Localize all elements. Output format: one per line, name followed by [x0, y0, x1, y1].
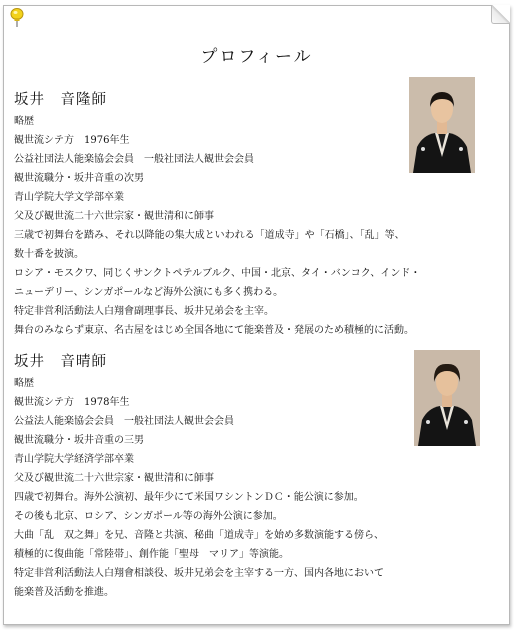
portrait-photo [414, 350, 480, 446]
profile-line: 観世流シテ方 1976年生 [14, 135, 130, 146]
profile-line: ニューデリー、シンガポールなど海外公演にも多く携わる。 [14, 287, 284, 298]
profile-line: 舞台のみならず東京、名古屋をはじめ全国各地にて能楽普及・発展のため積極的に活動。 [14, 325, 414, 336]
profile-line: 観世流シテ方 1978年生 [14, 397, 130, 408]
profile-section-otaka [14, 90, 421, 340]
profile-line: 四歳で初舞台。海外公演初、最年少にて米国ワシントンＤＣ・能公演に参加。 [14, 492, 364, 503]
profile-line: 特定非営利活動法人白翔會相談役、坂井兄弟会を主宰する一方、国内各地において [14, 568, 384, 579]
profile-name: 坂井 音隆師 [14, 92, 107, 108]
profile-line: 青山学院大学文学部卒業 [14, 192, 124, 203]
profile-line: 公益法人能楽協会会員 一般社団法人観世会会員 [14, 416, 234, 427]
profile-line: 観世流職分・坂井音重の次男 [14, 173, 144, 184]
pushpin-icon [8, 8, 26, 28]
portrait-photo [409, 77, 475, 173]
page-title: プロフィール [200, 47, 313, 67]
profile-line: 父及び観世流二十六世宗家・観世清和に師事 [14, 473, 214, 484]
profile-line: 父及び観世流二十六世宗家・観世清和に師事 [14, 211, 214, 222]
profile-line: 公益社団法人能楽協会会員 一般社団法人観世会会員 [14, 154, 254, 165]
page-curl [491, 5, 510, 24]
profile-line: 大曲「乱 双之舞」を兄、音隆と共演、秘曲「道成寺」を始め多数演能する傍ら、 [14, 530, 384, 541]
profile-name: 坂井 音晴師 [14, 354, 107, 370]
profile-line: 略歴 [14, 378, 34, 389]
profile-line: その後も北京、ロシア、シンガポール等の海外公演に参加。 [14, 511, 283, 522]
profile-section-oharu [14, 352, 409, 602]
profile-line: 特定非営利活動法人白翔會副理事長、坂井兄弟会を主宰。 [14, 306, 274, 317]
profile-line: ロシア・モスクワ、同じくサンクトペテルブルク、中国・北京、タイ・バンコク、インド・ [14, 268, 421, 279]
profile-line: 能楽普及活動を推進。 [14, 587, 114, 598]
profile-line: 数十番を披演。 [14, 249, 84, 260]
profile-line: 青山学院大学経済学部卒業 [14, 454, 134, 465]
profile-line: 略歴 [14, 116, 34, 127]
profile-line: 三歳で初舞台を踏み、それ以降能の集大成といわれる「道成寺」や「石橋」、「乱」等、 [14, 230, 405, 241]
profile-line: 積極的に復曲能「常陸帯」、創作能「聖母 マリア」等演能。 [14, 549, 289, 560]
profile-line: 観世流職分・坂井音重の三男 [14, 435, 144, 446]
